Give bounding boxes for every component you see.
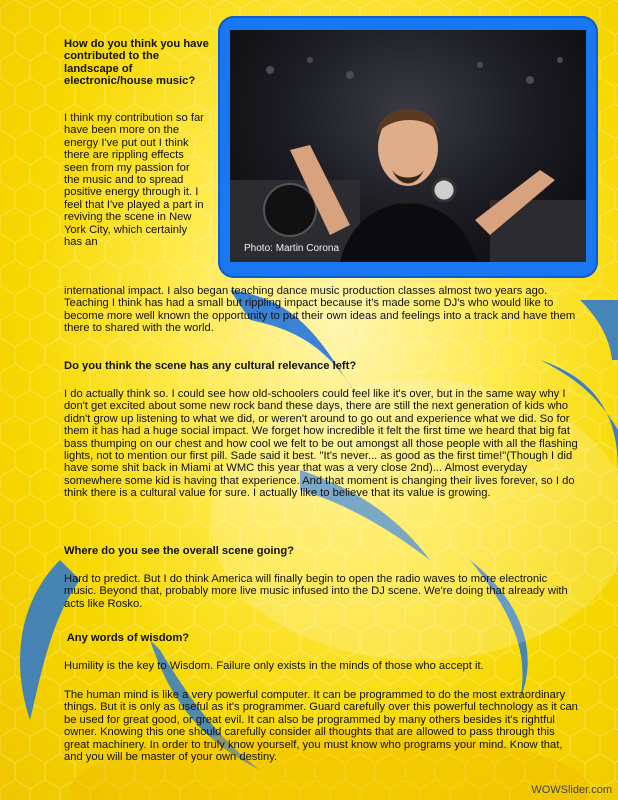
answer-contribution-part1: I think my contribution so far have been more on the energy I've put out I think there are rippling effects seen from my passion for the music and to spread positive energy through it. I feel that I've played a part in reviving the scene in New York City, which certainly has an [64, 112, 204, 249]
question-contribution: How do you think you have contributed to the landscape of electronic/house music? [64, 38, 209, 88]
question-scene-direction: Where do you see the overall scene going? [64, 545, 295, 557]
dj-photo [230, 30, 586, 262]
answer-wisdom-1: Humility is the key to Wisdom. Failure only exists in the minds of those who accept it. [64, 660, 484, 672]
photo-credit: Photo: Martin Corona [244, 243, 340, 254]
dj-illustration [230, 30, 586, 262]
answer-contribution-part2: international impact. I also began teaching dance music production classes almost two years ago. Teaching I think has had a small but rippling impact because it's made some DJ's who would like to become more well known the opportunity to put their own ideas and feelings into a track and have them there to shared with the world. [64, 285, 576, 335]
question-wisdom: Any words of wisdom? [64, 632, 190, 644]
answer-cultural-relevance: I do actually think so. I could see how old-schoolers could feel like it's over, but in the same way why I don't get excited about some new rock band these days, there are still the next generation of kids who didn't grow up listening to what we did, or weren't around to go out and experience what we did. So for them it has had a huge social impact. We forget how incredible it felt the first time we heard that big fat bass thumping on our chest and how cool we felt to be out amongst all those people with all the flashing lights, not to mention our first pill. Sade said it best. "It's never... as good as the first time!"(Though I did have some shit back in Miami at WMC this year that was a very close 2nd)... Almost everyday somewhere some kid is having that experience. And that moment is changing their lives forever, so I do think there is a cultural value for sure. I actually like to believe that its value is growing. [64, 388, 578, 500]
question-cultural-relevance: Do you think the scene has any cultural relevance left? [64, 360, 357, 372]
photo-frame [218, 16, 598, 278]
watermark: WOWSlider.com [531, 784, 612, 796]
answer-wisdom-2: The human mind is like a very powerful computer. It can be programmed to do the most extraordinary things. But it is only as useful as it's programmer. Guard carefully over this powerful technology as it can be used for great good, or great evil. It can also be programmed by many others besides it's rightful owner. Knowing this one should carefully consider all thoughts that are allowed to pass through this great machinery. In order to truly know yourself, you must know who programs your mind. Know that, and you will be master of your own destiny. [64, 689, 578, 764]
answer-scene-direction: Hard to predict. But I do think America will finally begin to open the radio waves to more electronic music. Beyond that, probably more live music infused into the DJ scene. We're doing that already with acts like Rosko. [64, 573, 568, 610]
